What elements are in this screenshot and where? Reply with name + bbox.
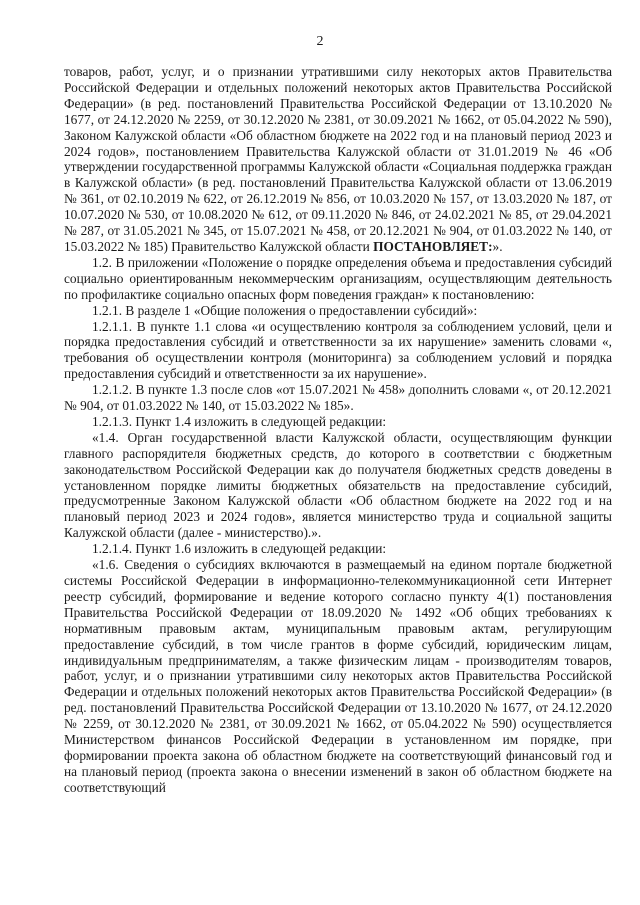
paragraph-text: товаров, работ, услуг, и о признании утратившими силу некоторых актов Правительства Российской Федерации и отдельных положений некоторых актов Правительства Российской Федерации» (в ред. постановлений Правительства Российской Федерации от 13.10.2020 № 1677, от 24.12.2020 № 2259, от 30.12.2020 № 2381, от 30.09.2021 № 1662, от 05.04.2022 № 590), Законом Калужской области «Об областном бюджете на 2022 год и на плановый период 2023 и 2024 годов», постановлением Правительства Калужской области от 31.01.2019 № 46 «Об утверждении государственной программы Калужской области «Социальная поддержка граждан в Калужской области» (в ред. постановлений Правительства Калужской области от 13.06.2019 № 361, от 02.10.2019 № 622, от 26.12.2019 № 856, от 10.03.2020 № 157, от 13.03.2020 № 187, от 10.07.2020 № 530, от 10.08.2020 № 612, от 09.11.2020 № 846, от 24.02.2021 № 85, от 29.04.2021 № 287, от 31.05.2021 № 345, от 15.07.2021 № 458, от 20.12.2021 № 904, от 01.03.2022 № 140, от 15.03.2022 № 185) Правительство Калужской области bbox=[64, 64, 612, 254]
paragraph-1-2-1-4: 1.2.1.4. Пункт 1.6 изложить в следующей редакции: bbox=[92, 541, 387, 557]
paragraph-continuation bbox=[64, 64, 612, 255]
resolution-keyword: ПОСТАНОВЛЯЕТ: bbox=[373, 238, 493, 254]
page-number: 2 bbox=[316, 34, 324, 49]
paragraph-point-1-6: «1.6. Сведения о субсидиях включаются в размещаемый на едином портале бюджетной системы Российской Федерации в информационно-телекоммуникационной сети Интернет реестр субсидий, формирование и ведение которого согласно пункту 4(1) постановления Правительства Российской Федерации от 18.09.2020 № 1492 «Об общих требованиях к нормативным правовым актам, муниципальным правовым актам, регулирующим предоставление субсидий, в том числе грантов в форме субсидий, юридическим лицам, индивидуальным предпринимателям, а также физическим лицам - производителям товаров, работ, услуг, и о признании утратившими силу некоторых актов Правительства Российской Федерации и отдельных положений некоторых актов Правительства Российской Федерации» (в ред. постановлений Правительства Российской Федерации от 13.10.2020 № 1677, от 24.12.2020 № 2259, от 30.12.2020 № 2381, от 30.09.2021 № 1662, от 05.04.2022 № 590) осуществляется Министерством финансов Российской Федерации в установленном им порядке, при формировании проекта закона об областном бюджете на соответствующий финансовый год и на плановый период (проекта закона о внесении изменений в закон об областном бюджете на соответствующий bbox=[64, 557, 612, 795]
paragraph-1-2-1-2: 1.2.1.2. В пункте 1.3 после слов «от 15.07.2021 № 458» дополнить словами «, от 20.12.2021 № 904, от 01.03.2022 № 140, от 15.03.2022 № 185». bbox=[64, 382, 612, 414]
document-body bbox=[64, 64, 612, 796]
paragraph-tail: ». bbox=[492, 238, 503, 254]
paragraph-1-2-1: 1.2.1. В разделе 1 «Общие положения о предоставлении субсидий»: bbox=[92, 302, 478, 318]
paragraph-1-2-1-1: 1.2.1.1. В пункте 1.1 слова «и осуществлению контроля за соблюдением условий, цели и порядка предоставления субсидий и ответственности за их нарушение» заменить словами «, требования об осуществлении контроля (мониторинга) за соблюдением условий и порядка предоставления субсидий и ответственности за их нарушение». bbox=[64, 318, 612, 382]
paragraph-point-1-4: «1.4. Орган государственной власти Калужской области, осуществляющим функции главного распорядителя бюджетных средств, до которого в соответствии с бюджетным законодательством Российской Федерации как до получателя бюджетных средств доведены в установленном порядке лимиты бюджетных обязательств на предоставление субсидий, предусмотренные Законом Калужской области «Об областном бюджете на 2022 год и на плановый период 2023 и 2024 годов», является министерство труда и социальной защиты Калужской области (далее - министерство).». bbox=[64, 429, 612, 541]
paragraph-1-2-1-3: 1.2.1.3. Пункт 1.4 изложить в следующей редакции: bbox=[92, 413, 387, 429]
paragraph-1-2: 1.2. В приложении «Положение о порядке определения объема и предоставления субсидий социально ориентированным некоммерческим организациям, осуществляющим деятельность по профилактике социально опасных форм поведения граждан» к постановлению: bbox=[64, 254, 612, 302]
